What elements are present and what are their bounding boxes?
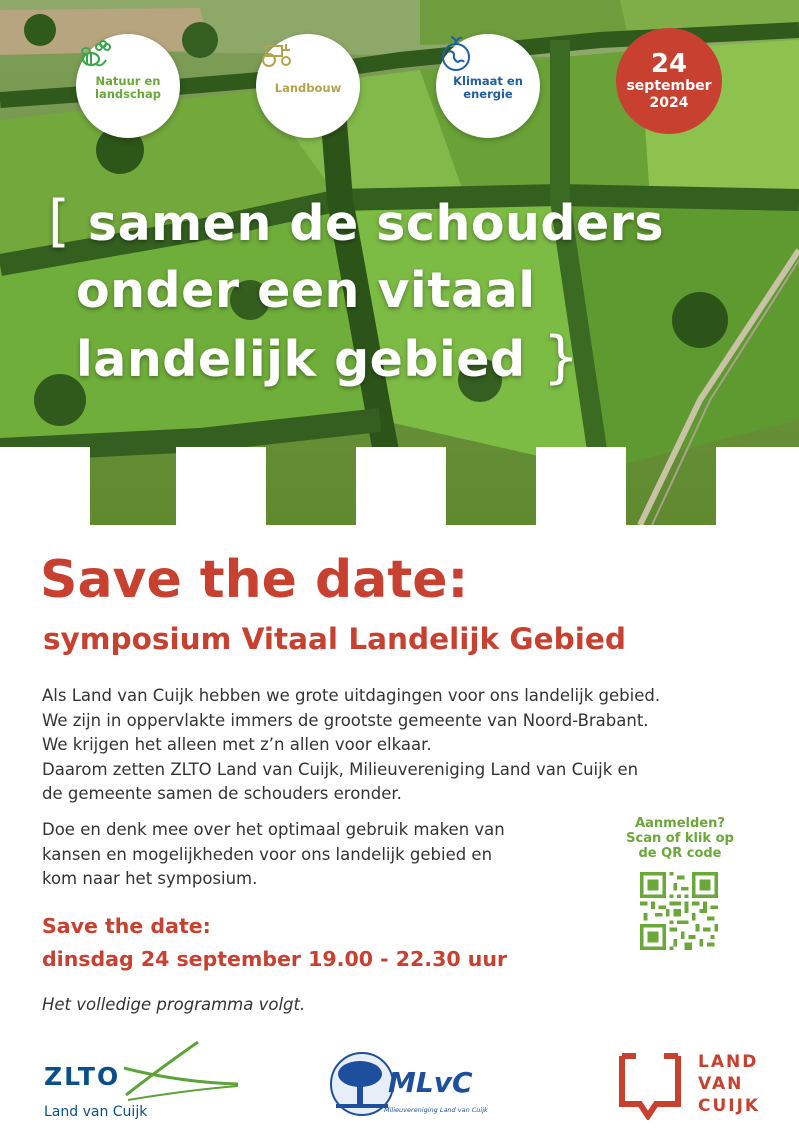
save-the-date-label: Save the date: (42, 914, 211, 938)
paragraph-line: We zijn in oppervlakte immers de grootste gemeente van Noord-Brabant. (42, 710, 649, 730)
tractor-icon (256, 34, 296, 74)
globe-plant-icon (436, 34, 476, 74)
hero-headline (48, 188, 768, 393)
headline-text: samen de schouders (87, 195, 665, 252)
headline-line-1 (48, 188, 768, 257)
shield-icon (618, 1050, 688, 1120)
paragraph-line: kansen en mogelijkheden voor ons landelijk gebied en (42, 844, 493, 864)
lvc-logo-line: LAND (698, 1052, 759, 1072)
open-bracket: [ (48, 189, 71, 254)
paragraph-line: We krijgen het alleen met z’n allen voor elkaar. (42, 735, 432, 754)
lvc-logo-line: VAN (698, 1074, 744, 1094)
crenellation-block (716, 447, 799, 525)
flower-bee-icon (76, 34, 116, 74)
paragraph-line: Daarom zetten ZLTO Land van Cuijk, Milieuvereniging Land van Cuijk en (42, 759, 639, 779)
badge-natuur-landschap (76, 34, 180, 138)
zlto-logo-text: ZLTO (44, 1062, 121, 1091)
paragraph-line: kom naar het symposium. (42, 869, 258, 888)
crenellation-block (0, 447, 90, 525)
headline-line-2 (48, 257, 768, 324)
date-day: 24 (650, 49, 688, 79)
date-month: september (626, 78, 712, 94)
land-van-cuijk-logo (618, 1050, 768, 1125)
zlto-logo (38, 1040, 248, 1130)
date-badge (616, 28, 722, 134)
page-subtitle: symposium Vitaal Landelijk Gebied (43, 622, 626, 656)
badge-label: Klimaat en energie (453, 74, 523, 101)
qr-code[interactable] (640, 872, 718, 950)
event-datetime: dinsdag 24 september 19.00 - 22.30 uur (42, 947, 508, 971)
close-bracket: } (543, 325, 580, 390)
paragraph-line: de gemeente samen de schouders eronder. (42, 784, 402, 803)
badge-label: Landbouw (274, 80, 342, 95)
page-title: Save the date: (40, 550, 469, 610)
program-note: Het volledige programma volgt. (42, 995, 306, 1014)
invite-paragraph (42, 818, 582, 892)
qr-instructions (610, 816, 750, 861)
qr-text-line: de QR code (638, 846, 722, 861)
qr-text-line: Scan of klik op (626, 831, 734, 846)
lvc-logo-line: CUIJK (698, 1096, 761, 1116)
zlto-logo-subtext: Land van Cuijk (44, 1104, 148, 1120)
paragraph-line: Als Land van Cuijk hebben we grote uitdagingen voor ons landelijk gebied. (42, 686, 661, 705)
mlvc-logo-text: MLvC (388, 1066, 473, 1099)
hero-image (0, 0, 799, 525)
headline-line-3 (48, 324, 768, 393)
date-year: 2024 (649, 95, 689, 111)
headline-text: onder een vitaal (76, 262, 536, 319)
crenellation-block (356, 447, 446, 525)
paragraph-line: Doe en denk mee over het optimaal gebruik maken van (42, 820, 505, 839)
mlvc-logo-subtext: Milieuvereniging Land van Cuijk (384, 1106, 488, 1114)
mlvc-logo (328, 1050, 494, 1120)
badge-klimaat-energie (436, 34, 540, 138)
badge-landbouw (256, 34, 360, 138)
qr-text-line: Aanmelden? (635, 816, 725, 831)
intro-paragraph (42, 684, 782, 807)
headline-text: landelijk gebied (76, 331, 526, 388)
crenellation-block (176, 447, 266, 525)
badge-label: Natuur en landschap (95, 74, 161, 101)
crenellation-block (536, 447, 626, 525)
